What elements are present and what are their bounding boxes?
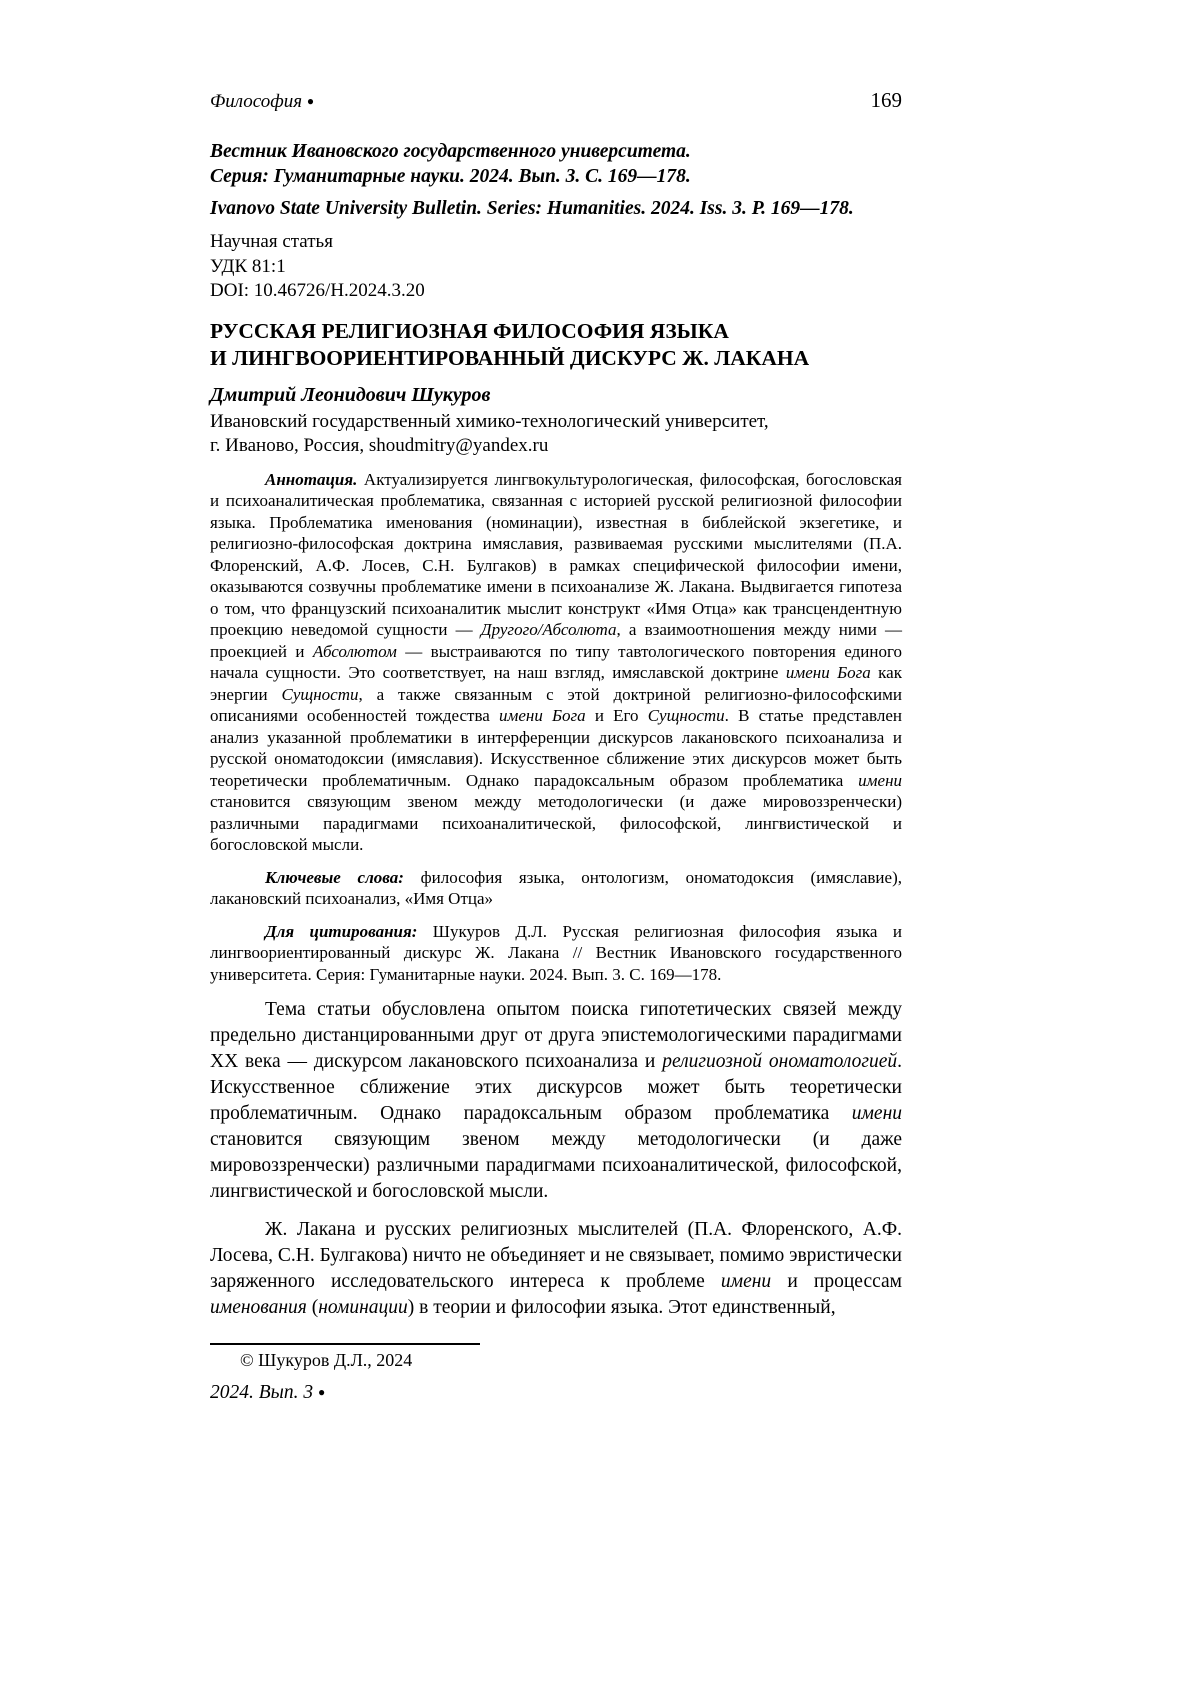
journal-masthead xyxy=(210,139,902,221)
masthead-ru-line1: Вестник Ивановского государственного университета. xyxy=(210,141,691,162)
masthead-en-line: Ivanovo State University Bulletin. Series: Humanities. 2024. Iss. 3. P. 169—178. xyxy=(210,198,854,219)
footnote-divider xyxy=(210,1343,480,1345)
body-paragraph-2: Ж. Лакана и русских религиозных мыслителей (П.А. Флоренского, А.Ф. Лосева, С.Н. Булгакова) ничто не объединяет и не связывает, помимо эвристически заряженного исследовательского интереса к проблеме имени и процессам именования (номинации) в теории и философии языка. Этот единственный, xyxy=(210,1219,902,1318)
article-title-line1: РУССКАЯ РЕЛИГИОЗНАЯ ФИЛОСОФИЯ ЯЗЫКА xyxy=(210,318,729,343)
issue-footer xyxy=(210,1382,325,1404)
abstract-text: Актуализируется лингвокультурологическая, философская, богословская и психоаналитическая проблематика, связанная с историей русской религиозной философии языка. Проблематика именования (номинации), известная в библейской экзегетике, и религиозно-философская доктрина имяславия, развиваемая русскими мыслителями (П.А. Флоренский, А.Ф. Лосев, С.Н. Булгаков) в рамках специфической философии имени, оказываются созвучны проблематике имени в психоанализе Ж. Лакана. Выдвигается гипотеза о том, что французский психоаналитик мыслит конструкт «Имя Отца» как трансцендентную проекцию неведомой сущности — Другого/Абсолюта, а взаимоотношения между ними — проекцией и Абсолютом — выстраиваются по типу тавтологического повторения единого начала сущности. Это соответствует, на наш взгляд, имяславской доктрине имени Бога как энергии Сущности, а также связанным с этой доктриной религиозно-философскими описаниями особенностей тождества имени Бога и Его Сущности. В статье представлен анализ указанной проблематики в интерференции дискурсов лакановского психоанализа и русской ономатодоксии (имяславия). Искусственное сближение этих дискурсов может быть теоретически проблематичным. Однако парадоксальным образом проблематика имени становится связующим звеном между методологически (и даже мировоззренчески) различными парадигмами психоаналитической, философской, лингвистической и богословской мысли. xyxy=(210,469,903,854)
citation-label: Для цитирования: xyxy=(265,921,418,941)
article-title-line2: И ЛИНГВООРИЕНТИРОВАННЫЙ ДИСКУРС Ж. ЛАКАНА xyxy=(210,345,810,370)
citation-text: Шукуров Д.Л. Русская религиозная философия языка и лингвоориентированный дискурс Ж. Лакана // Вестник Ивановского государственного университета. Серия: Гуманитарные науки. 2024. Вып. 3. С. 169—178. xyxy=(210,921,902,984)
author-affiliation-block xyxy=(210,410,902,458)
doi-number: DOI: 10.46726/H.2024.3.20 xyxy=(210,280,425,301)
running-head xyxy=(210,91,314,113)
contact-line: г. Иваново, Россия, shoudmitry@yandex.ru xyxy=(210,434,549,456)
keywords-paragraph xyxy=(210,867,902,910)
article-title xyxy=(210,318,902,372)
footnote xyxy=(210,1343,902,1371)
running-head-label: Философия xyxy=(210,91,303,112)
article-type: Научная статья xyxy=(210,231,333,252)
masthead-ru-line2: Серия: Гуманитарные науки. 2024. Вып. 3. С. 169—178. xyxy=(210,166,691,187)
citation-paragraph xyxy=(210,921,902,986)
author-name: Дмитрий Леонидович Шукуров xyxy=(210,383,491,406)
abstract-label: Аннотация. xyxy=(265,469,358,489)
copyright-notice: © Шукуров Д.Л., 2024 xyxy=(240,1350,413,1370)
udc-number: УДК 81:1 xyxy=(210,255,286,277)
page-content xyxy=(210,88,902,1371)
page-header xyxy=(210,88,902,113)
abstract-paragraph xyxy=(210,469,902,856)
affiliation-line: Ивановский государственный химико-технологический университет, xyxy=(210,410,769,432)
bullet-icon: ● xyxy=(318,1385,326,1399)
article-meta xyxy=(210,230,902,304)
issue-footer-text: 2024. Вып. 3 xyxy=(210,1382,314,1403)
body-paragraph-1: Тема статьи обусловлена опытом поиска гипотетических связей между предельно дистанцированными друг от друга эпистемологическими парадигмами XX века — дискурсом лакановского психоанализа и религиозной ономатологией. Искусственное сближение этих дискурсов может быть теоретически проблематичным. Однако парадоксальным образом проблематика имени становится связующим звеном между методологически (и даже мировоззренчески) различными парадигмами психоаналитической, философской, лингвистической и богословской мысли. xyxy=(210,999,903,1202)
page-number: 169 xyxy=(870,88,902,112)
keywords-text: философия языка, онтологизм, ономатодоксия (имяславие), лакановский психоанализ, «Имя Отца» xyxy=(210,867,902,908)
keywords-label: Ключевые слова: xyxy=(265,867,404,887)
bullet-icon: ● xyxy=(306,94,315,108)
